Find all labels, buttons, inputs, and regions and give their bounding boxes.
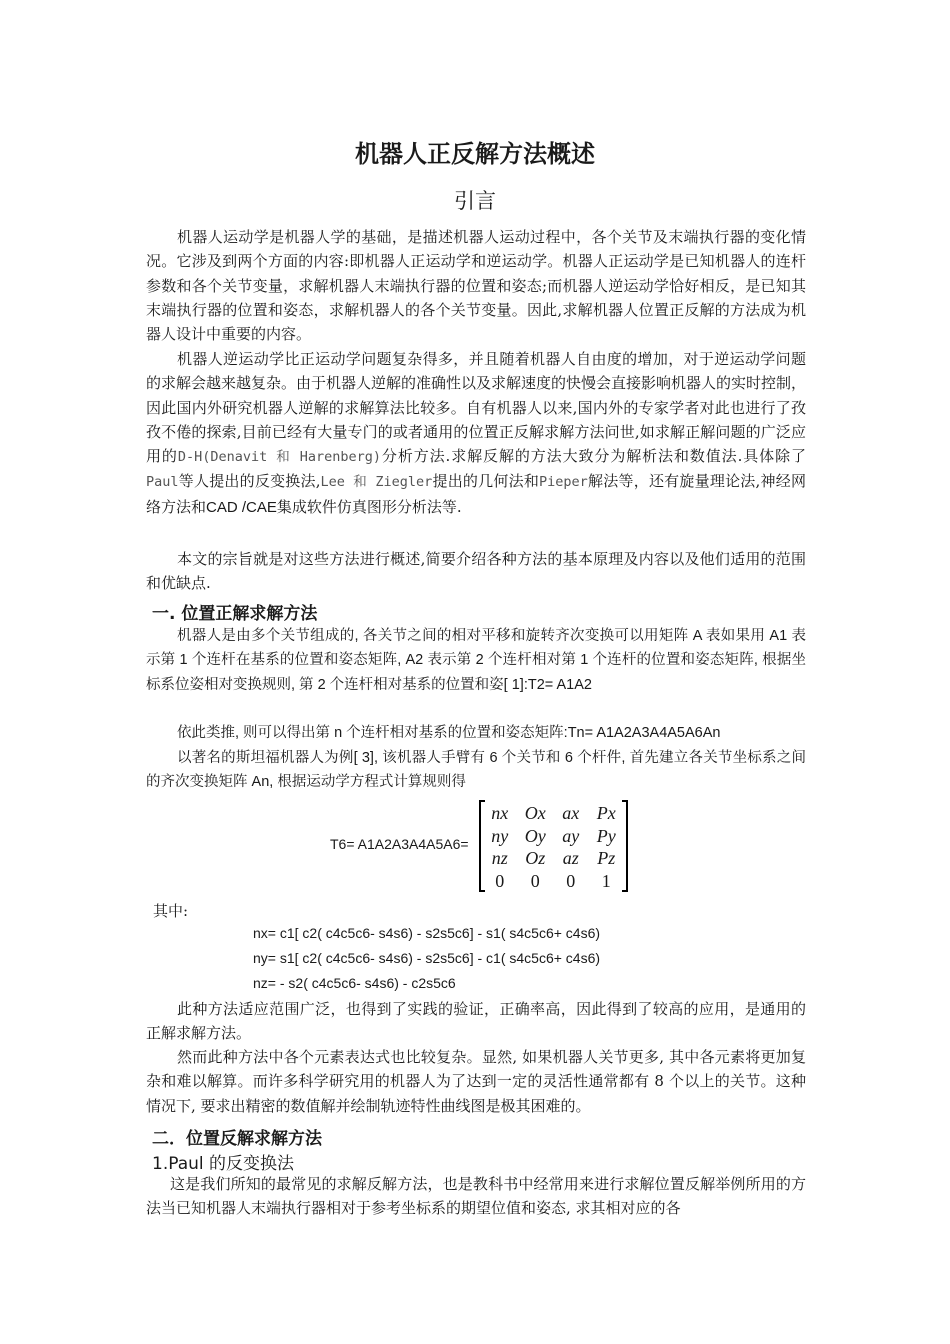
section-heading-2: 二．位置反解求解方法 bbox=[152, 1129, 322, 1149]
text-run-dh: D-H(Denavit 和 Harenberg) bbox=[177, 449, 381, 466]
text-run: 解法等，还有旋量理论法,神经网络方法和 bbox=[146, 472, 806, 516]
matrix-cell: ay bbox=[562, 825, 580, 846]
section-title-intro: 引言 bbox=[454, 189, 496, 213]
intro-paragraph-3: 本文的宗旨就是对这些方法进行概述,简要介绍各种方法的基本原理及内容以及他们适用的范围和优缺点. bbox=[146, 550, 806, 593]
matrix-grid bbox=[482, 802, 624, 892]
matrix-cell: Py bbox=[596, 825, 616, 846]
text-run: 机器人逆运动学比正运动学问题复杂得多，并且随着机器人自由度的增加，对于逆运动学问题的求解会越来越复杂。由于机器人逆解的准确性以及求解速度的快慢会直接影响机器人的实时控制，因此国内外研究机器人逆解的求解算法比较多。自有机器人以来,国内外的专家学者对此也进行了孜孜不倦的探索,目前已经有大量专门的或者通用的位置正反解求解方法问世,如求解正解问题的广泛应用的 bbox=[146, 350, 807, 466]
matrix-cell: ax bbox=[562, 803, 580, 823]
matrix-cell: Px bbox=[596, 803, 616, 823]
formula-nx: nx= c1[ c2( c4c5c6- s4s6) - s2s5c6] - s1( s4c5c6+ c4s6) bbox=[253, 925, 601, 941]
matrix-cell: Ox bbox=[524, 803, 546, 823]
where-label: 其中: bbox=[153, 902, 189, 920]
formula-ny: ny= s1[ c2( c4c5c6- s4s6) - s2s5c6] - c1( s4c5c6+ c4s6) bbox=[253, 950, 601, 966]
transform-matrix bbox=[330, 798, 630, 894]
matrix-cell: nz bbox=[491, 848, 508, 868]
matrix-cell: az bbox=[562, 848, 579, 868]
text-run: 集成软件仿真图形分析法等. bbox=[276, 497, 462, 516]
matrix-cell: Oz bbox=[525, 848, 546, 868]
section2-paragraph-1: 这是我们所知的最常见的求解反解方法，也是教科书中经常用来进行求解位置反解举例所用的方法当已知机器人末端执行器相对于参考坐标系的期望位值和姿态, 求其相对应的各 bbox=[146, 1175, 806, 1218]
section1-paragraph-2: 依此类推, 则可以得出第 n 个连杆相对基系的位置和姿态矩阵:Tn= A1A2A3A4A5A6An bbox=[177, 725, 721, 741]
text-run: 提出的几何法和 bbox=[432, 472, 540, 491]
matrix-cell: 0 bbox=[530, 870, 540, 891]
intro-paragraph-1: 机器人运动学是机器人学的基础，是描述机器人运动过程中，各个关节及末端执行器的变化情况。它涉及到两个方面的内容:即机器人正运动学和逆运动学。机器人正运动学是已知机器人的连杆参数和各个关节变量，求解机器人末端执行器的位置和姿态;而机器人逆运动学恰好相反，是已知其末端执行器的位置和姿态，求解机器人的各个关节变量。因此,求解机器人位置正反解的方法成为机器人设计中重要的内容。 bbox=[146, 228, 806, 344]
section1-paragraph-1: 机器人是由多个关节组成的, 各关节之间的相对平移和旋转齐次变换可以用矩阵 A 表如果用 A1 表示第 1 个连杆在基系的位置和姿态矩阵, A2 表示第 2 个连杆相对第 1 个连杆的位置和姿态矩阵, 根据坐标系位姿相对变换规则, 第 2 个连杆相对基系的位置和姿[ 1]:T2= A1A2 bbox=[146, 628, 806, 693]
matrix-cell: nx bbox=[491, 803, 509, 823]
matrix-label: T6= A1A2A3A4A5A6= bbox=[330, 836, 469, 852]
text-run-cad: CAD /CAE bbox=[206, 498, 277, 516]
text-run-pieper: Pieper bbox=[539, 474, 588, 491]
document-title: 机器人正反解方法概述 bbox=[355, 140, 595, 168]
text-run-paul: Paul bbox=[146, 474, 179, 491]
section1-paragraph-5: 然而此种方法中各个元素表达式也比较复杂。显然, 如果机器人关节更多, 其中各元素将更加复杂和难以解算。而许多科学研究用的机器人为了达到一定的灵活性通常都有 8 个以上的关节。这种情况下, 要求出精密的数值解并绘制轨迹特性曲线图是极其困难的。 bbox=[146, 1048, 806, 1115]
matrix-cell: 0 bbox=[495, 870, 505, 891]
text-run: 分析方法.求解反解的方法大致分为解析法和数值法.具体除了 bbox=[381, 447, 806, 466]
matrix-cell: Pz bbox=[597, 848, 616, 868]
formula-nz: nz= - s2( c4c5c6- s4s6) - c2s5c6 bbox=[253, 975, 456, 991]
matrix-cell: ny bbox=[491, 825, 509, 846]
section1-paragraph-4: 此种方法适应范围广泛，也得到了实践的验证，正确率高，因此得到了较高的应用，是通用的正解求解方法。 bbox=[146, 1000, 806, 1043]
subsection-heading-paul: 1.Paul 的反变换法 bbox=[152, 1154, 295, 1174]
intro-paragraph-2 bbox=[146, 347, 806, 520]
matrix-cell: 0 bbox=[566, 870, 576, 891]
section1-paragraph-3: 以著名的斯坦福机器人为例[ 3], 该机器人手臂有 6 个关节和 6 个杆件, 首先建立各关节坐标系之间的齐次变换矩阵 An, 根据运动学方程式计算规则得 bbox=[146, 750, 806, 791]
text-run-lee: Lee 和 Ziegler bbox=[320, 474, 433, 491]
matrix-cell: Oy bbox=[524, 825, 546, 846]
matrix-cell: 1 bbox=[601, 870, 611, 891]
text-run: 等人提出的反变换法, bbox=[178, 472, 321, 491]
section-heading-1: 一. 位置正解求解方法 bbox=[152, 604, 318, 624]
